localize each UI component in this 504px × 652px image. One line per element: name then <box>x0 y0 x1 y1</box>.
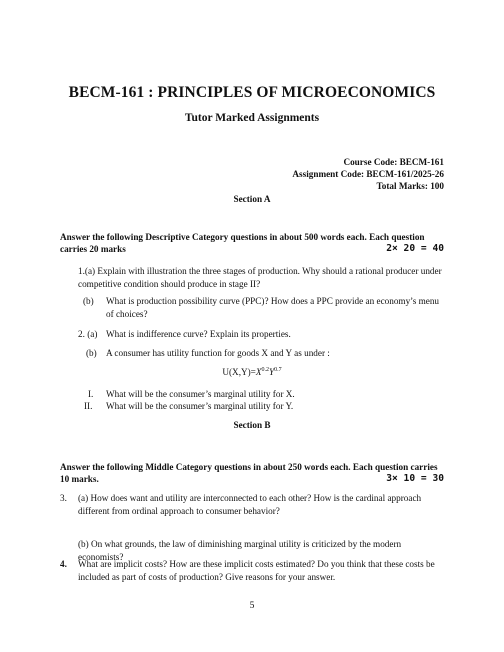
equation-y-exponent: 0.7 <box>274 367 282 373</box>
equation-y: Y <box>269 367 275 378</box>
sub-question-i-label: I. <box>88 389 94 399</box>
section-b-instruction: Answer the following Middle Category questions in about 250 words each. Each question carries 10 marks. <box>60 462 438 484</box>
question-1b: What is production possibility curve (PPC)? How does a PPC provide an economy’s menu of choices? <box>106 296 440 319</box>
document-title: BECM-161 : PRINCIPLES OF MICROECONOMICS <box>68 84 436 101</box>
assignment-code: Assignment Code: BECM-161/2025-26 <box>292 169 444 179</box>
section-a-marks: 2× 20 = 40 <box>386 243 444 254</box>
question-4: What are implicit costs? How are these implicit costs estimated? Do you think that these costs be included as part of costs of production? Give reasons for your answer. <box>78 559 435 582</box>
section-a-instruction: Answer the following Descriptive Category questions in about 500 words each. Each question carries 20 marks <box>60 232 425 254</box>
course-code: Course Code: BECM-161 <box>343 157 444 167</box>
section-b-heading: Section B <box>233 420 271 430</box>
question-1b-label: (b) <box>83 296 94 306</box>
section-a-heading: Section A <box>233 194 271 204</box>
equation-x-exponent: 0.2 <box>261 367 269 373</box>
page-number: 5 <box>249 600 255 611</box>
question-2b-label: (b) <box>86 348 97 358</box>
equation-lhs: U(X,Y)= <box>222 367 256 378</box>
sub-question-ii: What will be the consumer’s marginal utility for Y. <box>106 401 294 411</box>
question-1a: 1.(a) Explain with illustration the three stages of production. Why should a rational producer under competitive condition should produce in stage II? <box>78 266 442 289</box>
total-marks: Total Marks: 100 <box>376 181 444 191</box>
question-3b: (b) On what grounds, the law of diminishing marginal utility is criticized by the modern economists? <box>78 539 402 562</box>
question-2a: What is indifference curve? Explain its properties. <box>106 329 291 339</box>
sub-question-ii-label: II. <box>84 401 93 411</box>
utility-function-equation <box>0 367 504 377</box>
document-subtitle: Tutor Marked Assignments <box>184 112 320 124</box>
section-b-marks: 3× 10 = 30 <box>386 473 444 484</box>
equation-x: X <box>255 367 262 378</box>
question-4-label: 4. <box>60 559 67 569</box>
sub-question-i: What will be the consumer’s marginal utility for X. <box>106 389 295 399</box>
question-3-label: 3. <box>60 493 67 503</box>
question-2b: A consumer has utility function for goods X and Y as under : <box>106 348 330 358</box>
question-2a-label: 2. (a) <box>78 329 98 339</box>
question-3a: (a) How does want and utility are interconnected to each other? How is the cardinal approach different from ordinal approach to consumer behavior? <box>78 493 422 516</box>
